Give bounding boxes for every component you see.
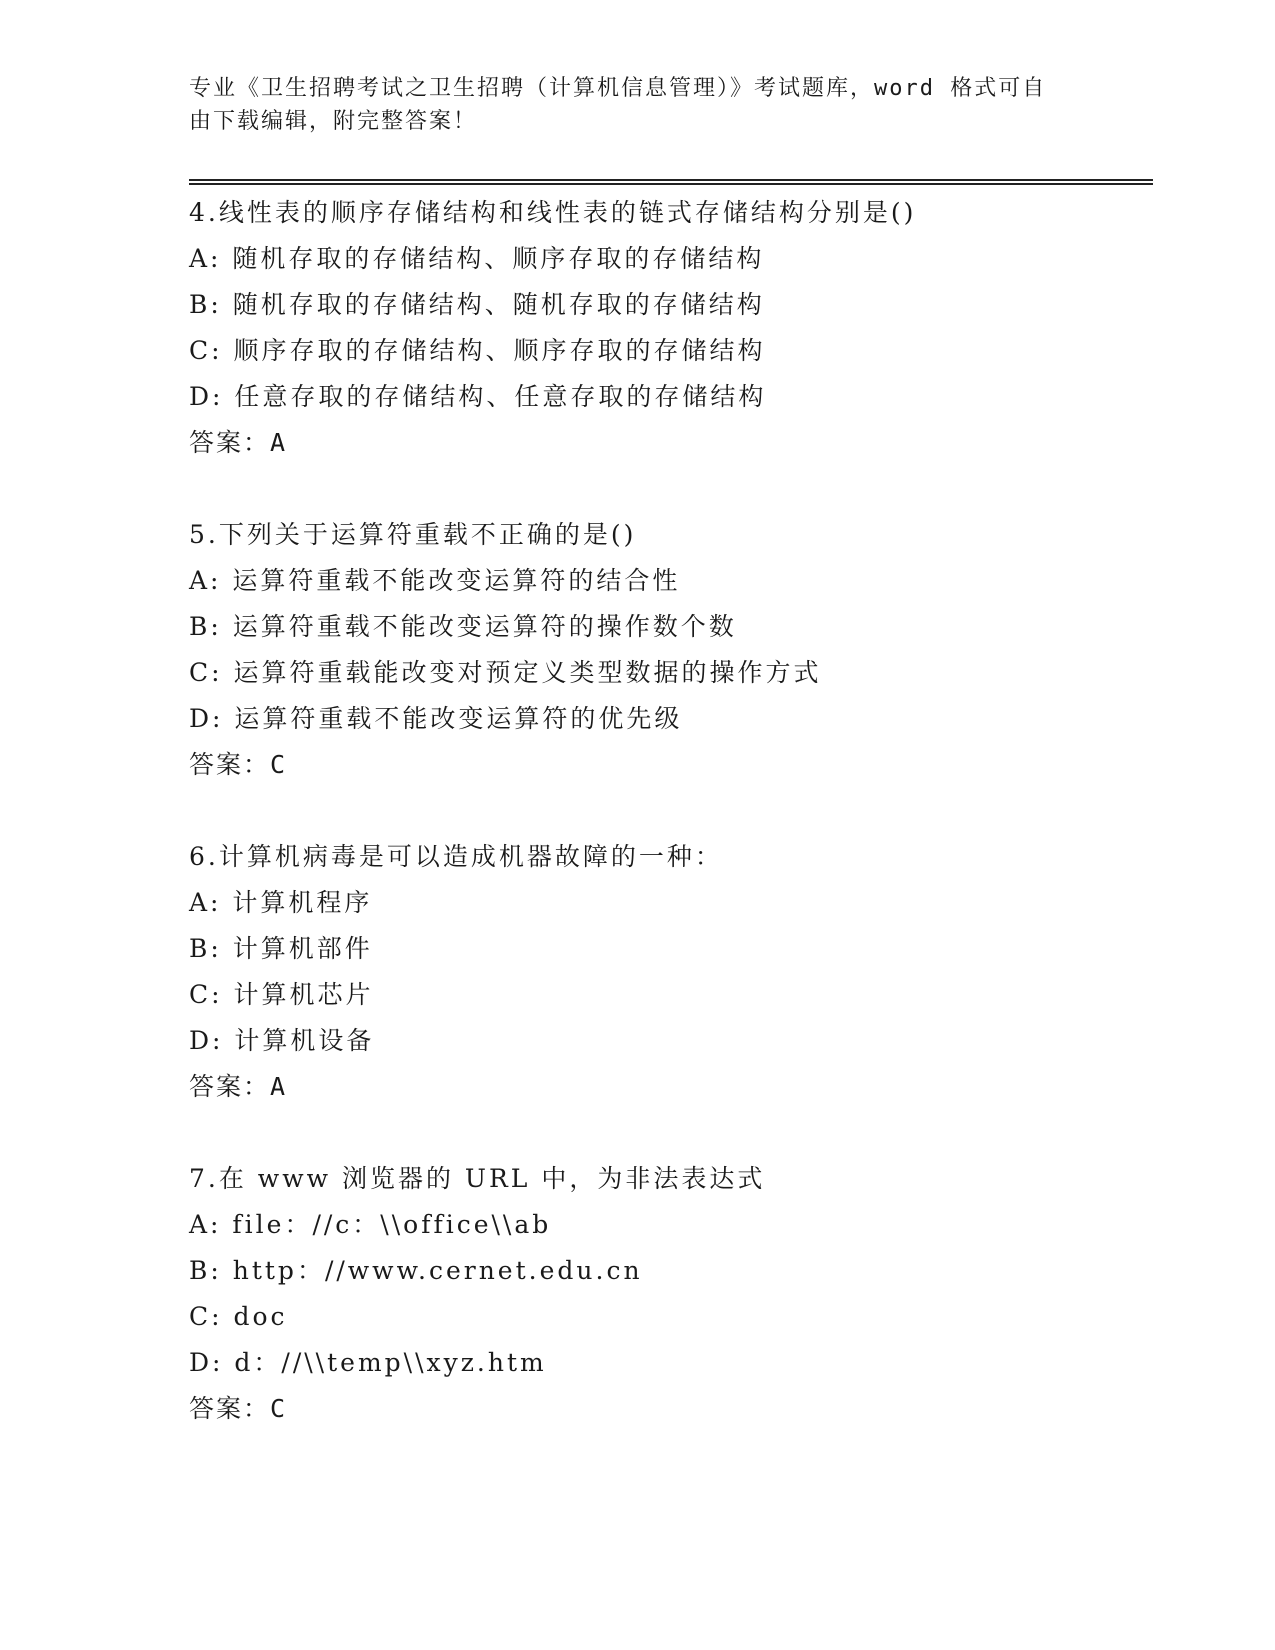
- option-c: C: 计算机芯片: [189, 980, 374, 1009]
- option-d: D: d：//\\temp\\xyz.htm: [189, 1348, 547, 1377]
- option-d: D: 运算符重载不能改变运算符的优先级: [189, 704, 683, 733]
- option-b: B: 运算符重载不能改变运算符的操作数个数: [189, 612, 737, 641]
- answer-line: 答案：C: [189, 1394, 288, 1423]
- option-c: C: 运算符重载能改变对预定义类型数据的操作方式: [189, 658, 822, 687]
- question-5: [189, 512, 1149, 788]
- header-divider-top: [189, 179, 1153, 181]
- header-line-2: 由下载编辑，附完整答案！: [189, 109, 478, 134]
- question-stem: 6.计算机病毒是可以造成机器故障的一种：: [189, 842, 723, 871]
- option-a: A: 计算机程序: [189, 888, 373, 917]
- question-stem: 4.线性表的顺序存储结构和线性表的链式存储结构分别是(): [189, 198, 917, 227]
- question-6: [189, 834, 1149, 1110]
- answer-line: 答案：A: [189, 1072, 288, 1101]
- header-line-1: 专业《卫生招聘考试之卫生招聘（计算机信息管理）》考试题库，word 格式可自: [189, 76, 1047, 101]
- option-c: C: doc: [189, 1302, 288, 1331]
- answer-line: 答案：C: [189, 750, 288, 779]
- question-7: [189, 1156, 1149, 1432]
- option-c: C: 顺序存取的存储结构、顺序存取的存储结构: [189, 336, 766, 365]
- option-b: B: http：//www.cernet.edu.cn: [189, 1256, 643, 1285]
- question-stem: 7.在 www 浏览器的 URL 中，为非法表达式: [189, 1164, 766, 1193]
- question-stem: 5.下列关于运算符重载不正确的是(): [189, 520, 637, 549]
- option-a: A: 随机存取的存储结构、顺序存取的存储结构: [189, 244, 765, 273]
- option-a: A: file：//c：\\office\\ab: [189, 1210, 552, 1239]
- option-d: D: 计算机设备: [189, 1026, 375, 1055]
- document-header: [189, 72, 1089, 138]
- option-d: D: 任意存取的存储结构、任意存取的存储结构: [189, 382, 767, 411]
- answer-line: 答案：A: [189, 428, 288, 457]
- option-b: B: 随机存取的存储结构、随机存取的存储结构: [189, 290, 765, 319]
- question-list: [189, 190, 1149, 1478]
- option-a: A: 运算符重载不能改变运算符的结合性: [189, 566, 681, 595]
- option-b: B: 计算机部件: [189, 934, 373, 963]
- header-divider-bottom: [189, 183, 1153, 185]
- question-4: [189, 190, 1149, 466]
